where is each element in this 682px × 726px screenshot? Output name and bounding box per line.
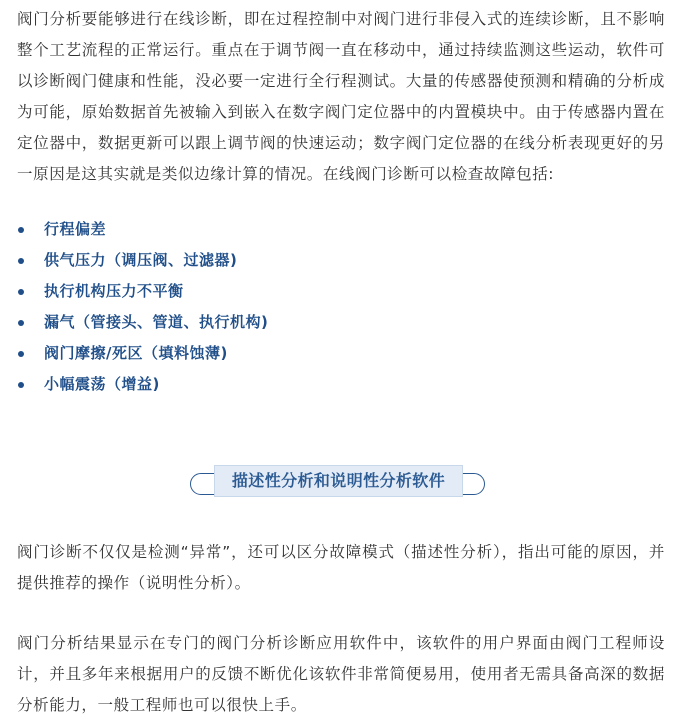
list-item xyxy=(17,307,268,338)
intro-paragraph: 阀门分析要能够进行在线诊断，即在过程控制中对阀门进行非侵入式的连续诊断，且不影响整个工艺流程的正常运行。重点在于调节阀一直在移动中，通过持续监测这些运动，软件可以诊断阀门健康和性能，没必要一定进行全行程测试。大量的传感器使预测和精确的分析成为可能，原始数据首先被输入到嵌入在数字阀门定位器中的内置模块中。由于传感器内置在定位器中，数据更新可以跟上调节阀的快速运动；数字阀门定位器的在线分析表现更好的另一原因是这其实就是类似边缘计算的情况。在线阀门诊断可以检查故障包括: xyxy=(17,10,665,183)
list-item-label: 执行机构压力不平衡 xyxy=(44,282,184,300)
list-item xyxy=(17,369,268,400)
list-item xyxy=(17,245,268,276)
bullet-dot-icon xyxy=(18,382,24,388)
bullet-dot-icon xyxy=(18,351,24,357)
list-item-label: 供气压力（调压阀、过滤器) xyxy=(44,251,238,269)
list-item-label: 阀门摩擦/死区（填料蚀薄) xyxy=(44,344,228,362)
list-item xyxy=(17,214,268,245)
fault-list xyxy=(17,214,268,400)
list-item xyxy=(17,276,268,307)
list-item-label: 小幅震荡（增益) xyxy=(44,375,160,393)
list-item xyxy=(17,338,268,369)
bullet-dot-icon xyxy=(18,258,24,264)
bullet-dot-icon xyxy=(18,289,24,295)
list-item-label: 漏气（管接头、管道、执行机构) xyxy=(44,313,269,331)
bullet-dot-icon xyxy=(18,227,24,233)
bullet-dot-icon xyxy=(18,320,24,326)
list-item-label: 行程偏差 xyxy=(44,220,107,238)
paragraph-software-ui: 阀门分析结果显示在专门的阀门分析诊断应用软件中，该软件的用户界面由阀门工程师设计，并且多年来根据用户的反馈不断优化该软件非常简便易用，使用者无需具备高深的数据分析能力，一般工程师也可以很快上手。 xyxy=(17,634,665,714)
section-heading: 描述性分析和说明性分析软件 xyxy=(214,465,463,497)
section-heading-banner xyxy=(190,461,487,501)
paragraph-descriptive-analysis: 阀门诊断不仅仅是检测“异常”，还可以区分故障模式（描述性分析），指出可能的原因，并提供推荐的操作（说明性分析）。 xyxy=(17,543,665,592)
